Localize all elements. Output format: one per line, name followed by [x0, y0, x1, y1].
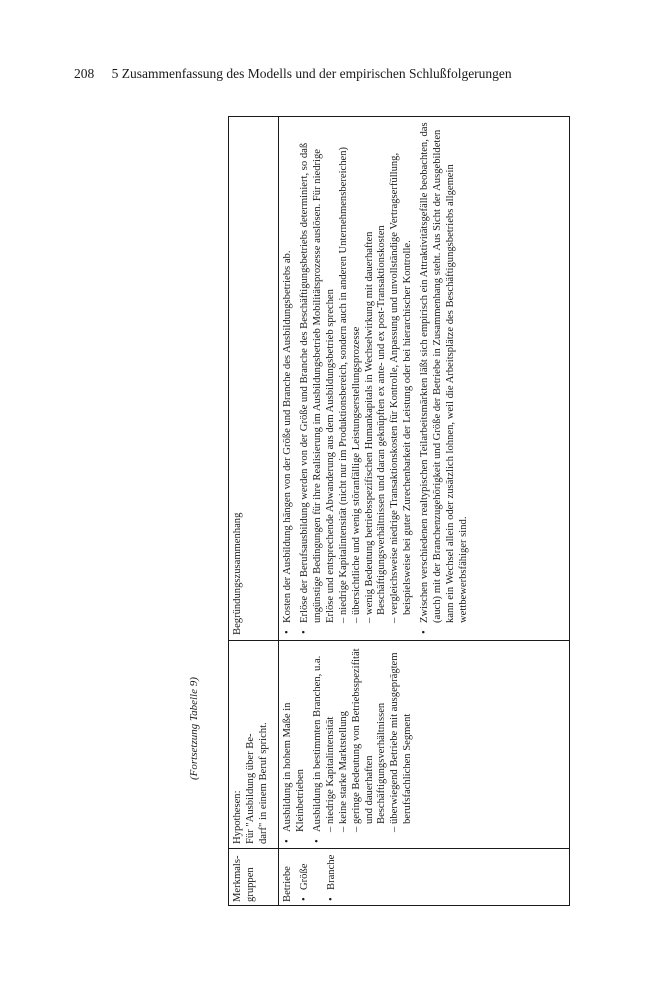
page-number: 208: [74, 66, 95, 81]
reason-branche: • Erlöse der Berufsausbildung werden von der Größe und Branche des Beschäftigungsbetriebs determiniert, so daß ungünstige Bedingungen für ihre Realisierung im Ausbildungsbetrieb Mobilitätsprozesse auslösen. Für niedrige Erlöse und entsprechende Abwanderung aus dem Ausbildungsbetrieb sprechen – niedrige Kapitalintensität (nicht nur im Produktionsbereich, sondern auch in anderen Unternehmensbereichen) – übersichtliche und wenig störanfällige Leistungserstellungsprozesse – wenig Bedeutung betriebsspezifischen Humankapitals in Wechselwirkung mit dauerhaften Beschäftigungsverhältnissen und daran geknüpften ex ante- und ex post-Transaktionskosten – vergleichsweise niedrige Transaktionskosten für Kontrolle, Anpassung und unvollständige Vertragserfüllung, beispielsweise bei guter Zurechenbarkeit der Leistung oder bei hierarchischer Kontrolle.: [299, 122, 415, 635]
hypothesis-branche-item: – keine starke Marktstellung: [338, 645, 351, 832]
table-continuation-label: (Fortsetzung Tabelle 9): [188, 677, 200, 780]
reason-attraktivitaet: • Zwischen verschiedenen realtypischen Teilarbeitsmärkten läßt sich empirisch ein Attraktivitätsgefälle beobachten, das (auch) mit der Branchenzugehörigkeit und Größe der Betriebe in Zusammenhang steht. Aus Sicht der Ausgebildeten kann ein Wechsel allein oder zusätzlich lohnen, weil die Arbeitsplätze des Beschäftigungsbetriebs allgemein wettbewerbsfähiger sind.: [419, 122, 471, 635]
header-hypothesen: Hypothesen: Für "Ausbildung über Be- darf" in einem Beruf spricht.: [229, 640, 278, 848]
hypothesis-branche-item: – geringe Bedeutung von Betriebsspezifität und dauerhaften Beschäftigungsverhältnissen: [351, 645, 390, 832]
reason-branche-item: – übersichtliche und wenig störanfällige Leistungserstellungsprozesse: [351, 122, 364, 623]
table-frame: [228, 116, 570, 906]
header-begruendung: Begründungszusammenhang: [232, 512, 243, 635]
hypothesis-branche-item: – niedrige Kapitalintensität: [325, 645, 338, 832]
reason-branche-item: – niedrige Kapitalintensität (nicht nur im Produktionsbereich, sondern auch in anderen Unternehmensbereichen): [338, 122, 351, 623]
hypothesis-branche-item: – überwiegend Betriebe mit ausgeprägtem berufsfachlichen Segment: [389, 645, 415, 832]
running-title: 5 Zusammenfassung des Modells und der empirischen Schlußfolgerungen: [111, 66, 512, 81]
group-betriebe: Betriebe: [282, 866, 293, 902]
group-column: [279, 848, 569, 905]
reason-branche-item: – vergleichsweise niedrige Transaktionskosten für Kontrolle, Anpassung und unvollständige Vertragserfüllung, beispielsweise bei guter Zurechenbarkeit der Leistung oder bei hierarchischer Kontrolle.: [389, 122, 415, 623]
header-merkmalsgruppen: Merkmals- gruppen: [229, 848, 278, 905]
reason-branche-item: – wenig Bedeutung betriebsspezifischen Humankapitals in Wechselwirkung mit dauerhaften Beschäftigungsverhältnissen und daran geknüpften ex ante- und ex post-Transaktionskosten: [364, 122, 390, 623]
hypothesis-branche: • Ausbildung in bestimmten Branchen, u.a. – niedrige Kapitalintensität – keine starke Marktstellung – geringe Bedeutung von Betriebsspezifität und dauerhaften Beschäftigungsverhältnissen – überwiegend Betriebe mit ausgeprägtem berufsfachlichen Segment: [312, 645, 415, 844]
reason-groesse: • Kosten der Ausbildung hängen von der Größe und Branche des Ausbildungsbetriebs ab.: [282, 122, 295, 635]
table-body-row: [279, 117, 569, 905]
reason-column: [279, 117, 569, 640]
table-header-row: [229, 117, 279, 905]
group-item-branche: • Branche: [326, 852, 339, 902]
hypothesis-column: [279, 640, 569, 848]
rotated-table: [228, 116, 570, 906]
group-item-groesse: • Größe: [299, 852, 312, 902]
page-header: [74, 66, 594, 82]
hypothesis-groesse: • Ausbildung in hohem Maße in Kleinbetrieben: [282, 645, 308, 844]
